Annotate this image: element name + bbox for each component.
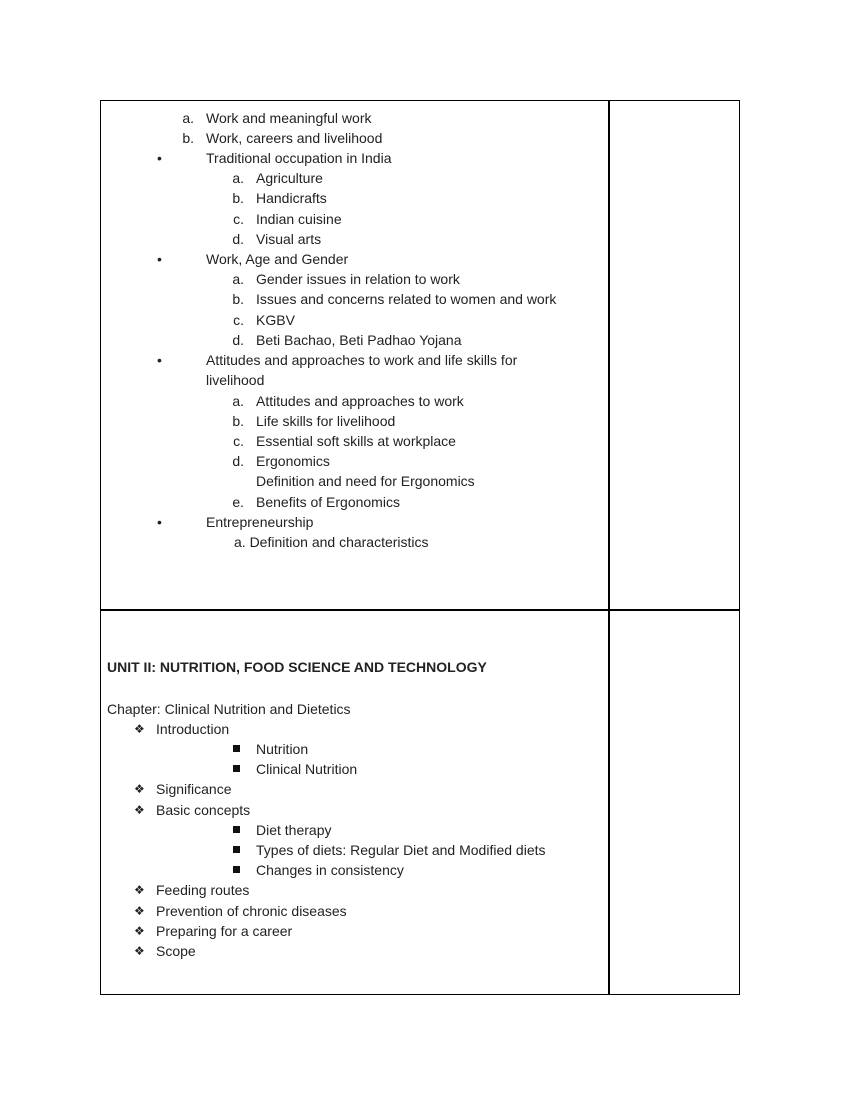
diamond-bullet-icon: ❖ — [134, 782, 145, 796]
list-item: Indian cuisine — [256, 211, 342, 227]
list-item: Visual arts — [256, 231, 322, 247]
square-bullet-icon — [233, 846, 240, 853]
list-marker: c. — [233, 312, 244, 328]
bullet-icon: • — [157, 150, 162, 166]
list-marker: b. — [232, 413, 244, 429]
list-item: Essential soft skills at workplace — [256, 433, 456, 449]
list-item: Benefits of Ergonomics — [256, 494, 400, 510]
square-bullet-icon — [233, 745, 240, 752]
list-marker: c. — [233, 211, 244, 227]
topic-label: Feeding routes — [156, 882, 250, 898]
topic-label: Preparing for a career — [156, 923, 293, 939]
list-item: Life skills for livelihood — [256, 413, 396, 429]
diamond-bullet-icon: ❖ — [134, 803, 145, 817]
topic-label: Significance — [156, 781, 232, 797]
diamond-bullet-icon: ❖ — [134, 722, 145, 736]
list-item: Clinical Nutrition — [256, 761, 358, 777]
unit1-side-cell — [608, 100, 740, 611]
list-marker: b. — [182, 130, 194, 146]
square-bullet-icon — [233, 866, 240, 873]
diamond-bullet-icon: ❖ — [134, 924, 145, 938]
square-bullet-icon — [233, 765, 240, 772]
list-marker: a. — [232, 170, 244, 186]
list-marker: d. — [232, 332, 244, 348]
list-item: Handicrafts — [256, 190, 327, 206]
list-marker: d. — [232, 453, 244, 469]
topic-label: Scope — [156, 943, 196, 959]
topic-label-continued: livelihood — [206, 372, 265, 388]
topic-label: Work, Age and Gender — [206, 251, 349, 267]
list-marker: d. — [232, 231, 244, 247]
topic-label: Basic concepts — [156, 802, 251, 818]
list-marker: a. — [182, 110, 194, 126]
list-marker: e. — [232, 494, 244, 510]
bullet-icon: • — [157, 251, 162, 267]
diamond-bullet-icon: ❖ — [134, 904, 145, 918]
list-marker: b. — [232, 190, 244, 206]
list-item: Beti Bachao, Beti Padhao Yojana — [256, 332, 462, 348]
list-item: Ergonomics — [256, 453, 330, 469]
list-item: Types of diets: Regular Diet and Modified diets — [256, 842, 546, 858]
list-item: Changes in consistency — [256, 862, 404, 878]
list-item: Agriculture — [256, 170, 323, 186]
chapter-title: Chapter: Clinical Nutrition and Dietetics — [107, 701, 351, 717]
unit2-side-cell — [608, 609, 740, 995]
list-marker: a. — [232, 271, 244, 287]
list-item: Work and meaningful work — [206, 110, 372, 126]
topic-label: Prevention of chronic diseases — [156, 903, 347, 919]
list-item-note: Definition and need for Ergonomics — [256, 473, 475, 489]
list-item: Nutrition — [256, 741, 309, 757]
bullet-icon: • — [157, 352, 162, 368]
topic-label: Introduction — [156, 721, 230, 737]
list-marker: c. — [233, 433, 244, 449]
list-item: Work, careers and livelihood — [206, 130, 383, 146]
list-item: Diet therapy — [256, 822, 332, 838]
list-item: Gender issues in relation to work — [256, 271, 460, 287]
list-item: Issues and concerns related to women and work — [256, 291, 557, 307]
topic-label: Traditional occupation in India — [206, 150, 392, 166]
list-item: a. Definition and characteristics — [234, 534, 429, 550]
diamond-bullet-icon: ❖ — [134, 883, 145, 897]
topic-label: Entrepreneurship — [206, 514, 314, 530]
bullet-icon: • — [157, 514, 162, 530]
list-item: KGBV — [256, 312, 295, 328]
list-item: Attitudes and approaches to work — [256, 393, 464, 409]
square-bullet-icon — [233, 826, 240, 833]
topic-label: Attitudes and approaches to work and life skills for — [206, 352, 518, 368]
list-marker: b. — [232, 291, 244, 307]
diamond-bullet-icon: ❖ — [134, 944, 145, 958]
unit-title: UNIT II: NUTRITION, FOOD SCIENCE AND TECHNOLOGY — [107, 659, 487, 675]
list-marker: a. — [232, 393, 244, 409]
